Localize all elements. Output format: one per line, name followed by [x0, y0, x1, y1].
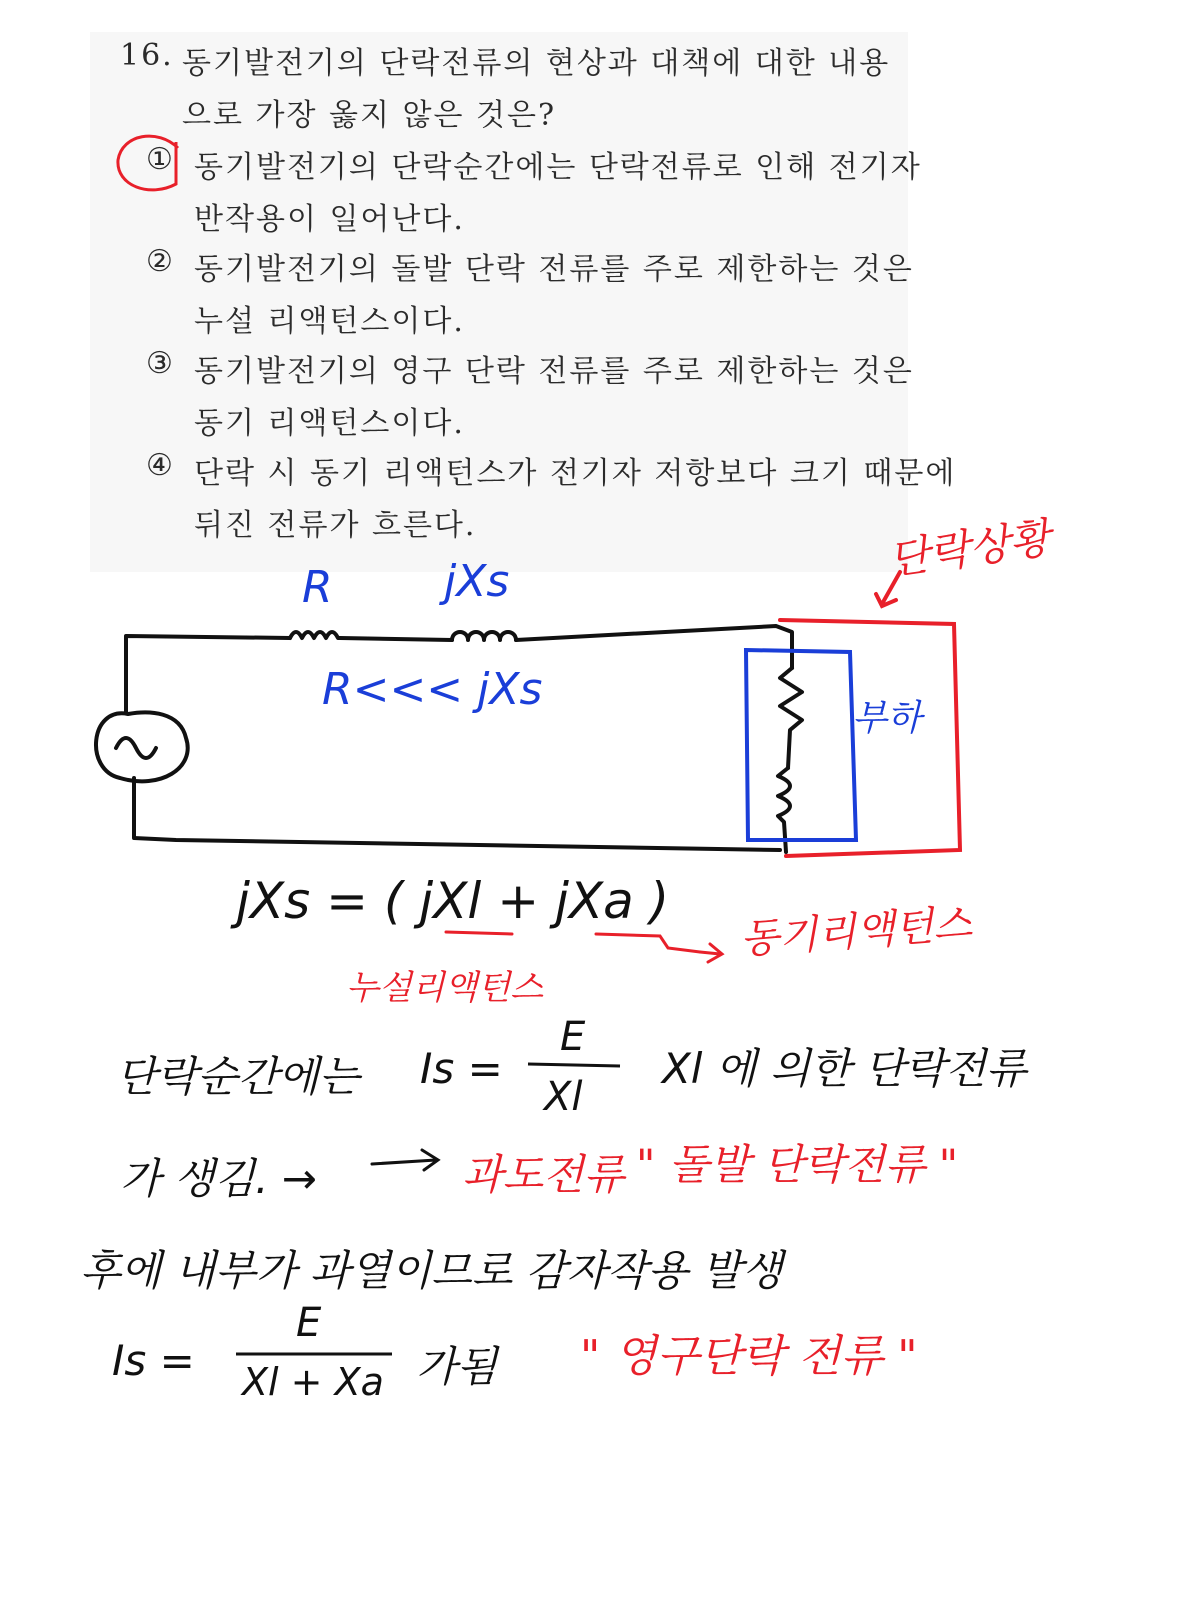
option-2-marker: ②: [146, 244, 175, 279]
note-line3: 후에 내부가 과열이므로 감자작용 발생: [80, 1246, 783, 1295]
option-4-marker: ④: [146, 448, 175, 483]
note-is2-lhs: Is =: [112, 1336, 195, 1385]
load-box: [746, 650, 856, 840]
ac-source-circle: [96, 712, 188, 781]
leakage-reactance-label: 누설리액턴스: [346, 968, 544, 1008]
inductor-jXs: [452, 632, 516, 640]
note-line4-end: 가됨: [416, 1342, 498, 1391]
fraction-bar-1: [528, 1064, 620, 1066]
short-circuit-label: 단락상황: [885, 512, 1054, 585]
question-number: 16.: [120, 38, 174, 73]
note-frac1-numerator: E: [560, 1014, 586, 1060]
question-stem-line1: 동기발전기의 단락전류의 현상과 대책에 대한 내용: [182, 46, 891, 81]
question-stem-line2: 으로 가장 옳지 않은 것은?: [182, 98, 557, 133]
wire-top-right: [516, 626, 792, 668]
underline-jxa: [596, 934, 700, 952]
option-3-marker: ③: [146, 346, 175, 381]
load-resistor-1: [780, 668, 802, 768]
underline-jxl: [446, 932, 512, 934]
option-1-marker: ①: [146, 142, 175, 177]
wire-bottom: [134, 796, 780, 850]
note-is-lhs: Is =: [420, 1044, 503, 1093]
resistor-label: R: [302, 562, 333, 613]
note-sudden-short-circuit: " 돌발 단락전류 ": [636, 1140, 959, 1189]
note-frac2-numerator: E: [296, 1300, 322, 1346]
note-transient-current: 과도전류: [462, 1150, 625, 1199]
reactance-formula: jXs = ( jXl + jXa ): [236, 872, 670, 930]
circuit-diagram: [96, 626, 802, 852]
wire-top-mid: [340, 638, 452, 640]
armature-reaction-reactance-label: 동기리액턴스: [738, 900, 974, 964]
note-frac1-denominator: Xl: [544, 1074, 583, 1120]
option-2-line2: 누설 리액턴스이다.: [194, 304, 465, 339]
option-2-line1: 동기발전기의 돌발 단락 전류를 주로 제한하는 것은: [194, 252, 914, 287]
note-permanent-short-circuit: " 영구단락 전류 ": [580, 1331, 918, 1382]
option-1-line1: 동기발전기의 단락순간에는 단락전류로 인해 전기자: [194, 150, 922, 185]
option-3-line1: 동기발전기의 영구 단락 전류를 주로 제한하는 것은: [194, 354, 914, 389]
ac-source-wave: [116, 738, 156, 758]
answer-circle-mark: [118, 136, 178, 190]
note-line1-end: Xl 에 의한 단락전류: [662, 1044, 1027, 1093]
arrow-to-armature: [700, 944, 722, 962]
arrow-to-transient: [372, 1150, 438, 1170]
resistor-R: [290, 632, 340, 638]
note-frac2-denominator: Xl + Xa: [242, 1360, 384, 1404]
option-1-line2: 반작용이 일어난다.: [194, 202, 465, 237]
option-4-line1: 단락 시 동기 리액턴스가 전기자 저항보다 크기 때문에: [194, 456, 957, 491]
load-label: 부하: [852, 698, 922, 739]
note-line2-start: 가 생김. →: [120, 1154, 317, 1203]
wire-top-left: [126, 636, 290, 712]
resistance-relation: R<<< jXs: [322, 664, 543, 715]
option-3-line2: 동기 리액턴스이다.: [194, 406, 465, 441]
option-4-line2: 뒤진 전류가 흐른다.: [194, 508, 477, 543]
reactance-label: jXs: [444, 556, 510, 607]
note-line1-start: 단락순간에는: [116, 1052, 360, 1101]
